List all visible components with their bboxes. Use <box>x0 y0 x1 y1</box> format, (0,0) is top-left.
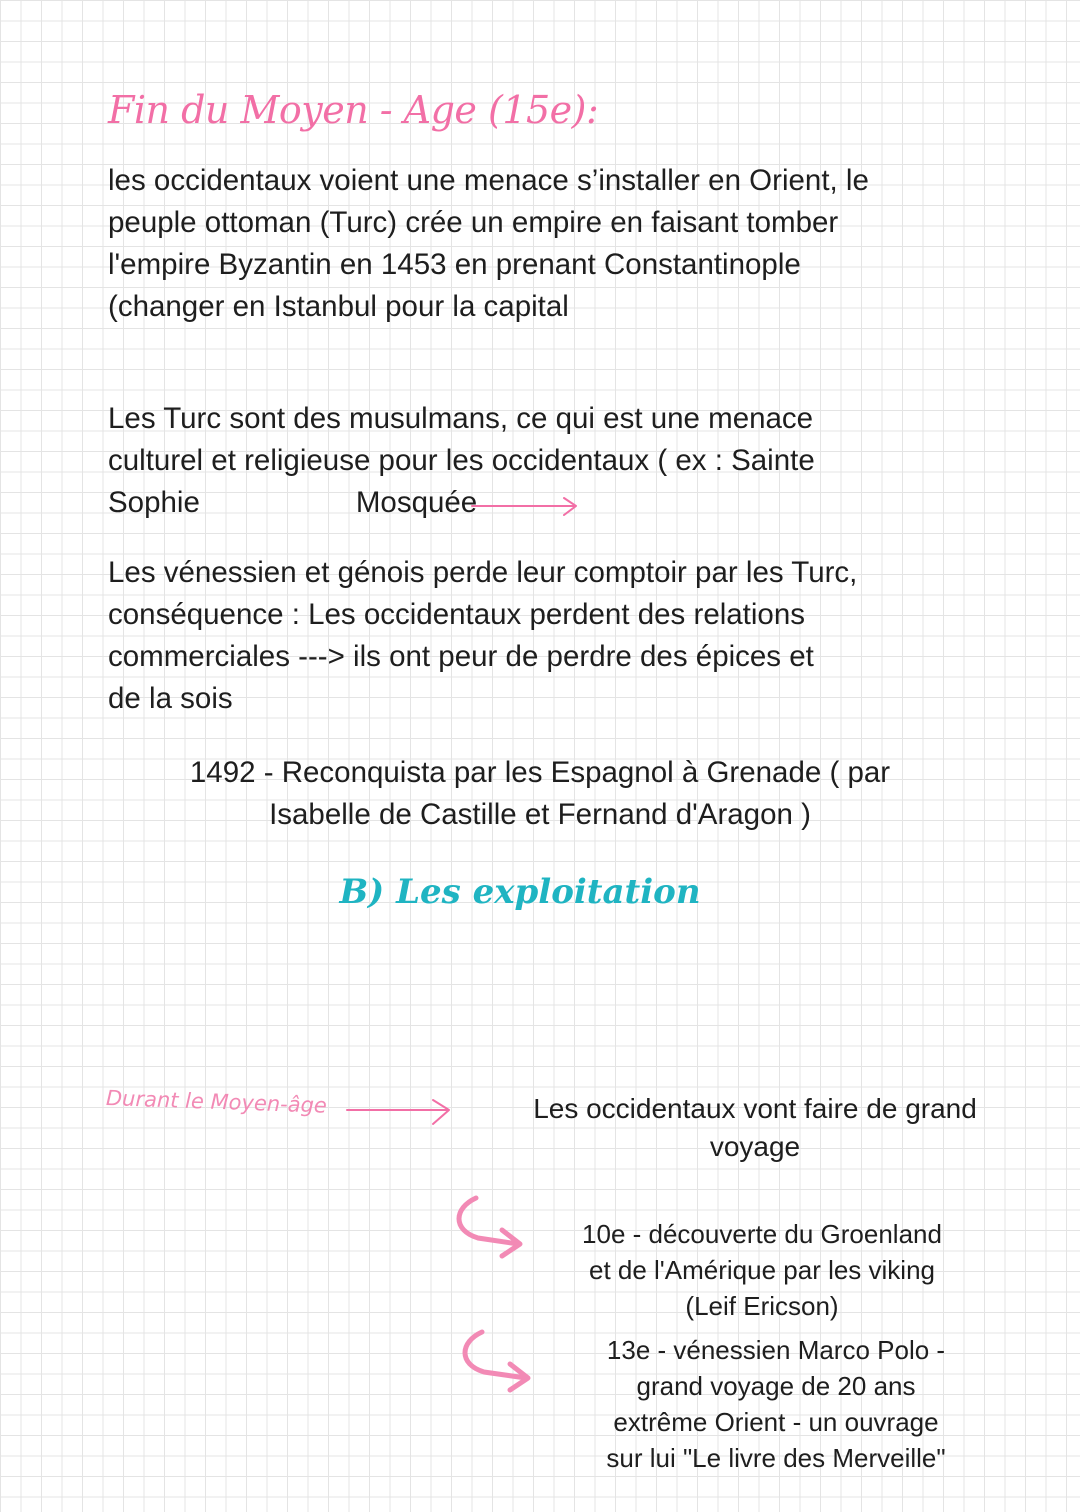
text-line: Isabelle de Castille et Fernand d'Aragon ) <box>269 798 811 831</box>
text-line: Les Turc sont des musulmans, ce qui est une menace <box>108 402 814 435</box>
text-sophie: Sophie <box>108 486 200 519</box>
text-line: grand voyage de 20 ans <box>636 1371 916 1401</box>
text-line: sur lui "Le livre des Merveille" <box>606 1443 946 1473</box>
text-line: 1492 - Reconquista par les Espagnol à Grenade ( par <box>189 756 891 789</box>
text-block-marco-polo <box>576 1332 976 1476</box>
section-heading: B) Les exploitation <box>339 872 701 912</box>
text-line: Les occidentaux vont faire de grand <box>533 1093 977 1124</box>
text-block-voyages <box>500 1090 1010 1166</box>
text-line: de la sois <box>108 682 233 715</box>
text-line: extrême Orient - un ouvrage <box>613 1407 939 1437</box>
text-line: commerciales ---> ils ont peur de perdre des épices et <box>108 640 814 673</box>
text-line: peuple ottoman (Turc) crée un empire en faisant tomber <box>108 206 839 239</box>
text-line: l'empire Byzantin en 1453 en prenant Constantinople <box>108 248 801 281</box>
paragraph-reconquista <box>120 752 960 836</box>
arrow-right-icon <box>470 495 580 519</box>
text-line: (changer en Istanbul pour la capital <box>108 290 569 323</box>
curved-arrow-icon <box>448 1192 528 1262</box>
page-title: Fin du Moyen - Age (15e): <box>108 88 599 132</box>
paragraph-comptoirs <box>108 552 1008 720</box>
text-line: culturel et religieuse pour les occidentaux ( ex : Sainte <box>108 444 815 477</box>
text-line: les occidentaux voient une menace s’installer en Orient, le <box>108 164 869 197</box>
text-line: voyage <box>709 1131 801 1162</box>
paragraph-ottoman <box>108 160 1008 328</box>
text-line: Les vénessien et génois perde leur comptoir par les Turc, <box>108 556 858 589</box>
arrow-right-icon <box>345 1098 455 1128</box>
text-mosquee: Mosquée <box>355 486 478 519</box>
curved-arrow-icon <box>452 1326 536 1396</box>
text-line: 10e - découverte du Groenland <box>582 1219 942 1249</box>
handwritten-note: Durant le Moyen-âge <box>105 1086 328 1118</box>
text-block-vikings <box>552 1216 972 1324</box>
text-line: et de l'Amérique par les viking <box>588 1255 936 1285</box>
text-line: conséquence : Les occidentaux perdent des relations <box>108 598 805 631</box>
text-line: 13e - vénessien Marco Polo - <box>606 1335 946 1365</box>
text-line: (Leif Ericson) <box>685 1291 839 1321</box>
